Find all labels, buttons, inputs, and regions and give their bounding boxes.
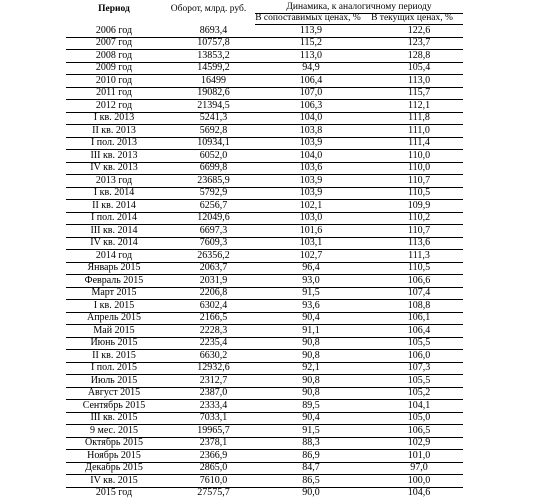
row-turnover-cell: 2865,0 (162, 462, 255, 475)
row-current-cell: 110,5 (361, 187, 463, 200)
table-row (66, 75, 463, 88)
row-comparable-cell: 86,5 (255, 475, 361, 488)
row-current-cell: 104,1 (361, 400, 463, 413)
row-period-cell: IV кв. 2013 (66, 162, 162, 175)
table-row (66, 337, 463, 350)
row-current-cell: 101,0 (361, 450, 463, 463)
table-body (66, 25, 463, 499)
header-dynamics: Динамика, к аналогичному периоду (255, 3, 463, 14)
row-comparable-cell: 93,0 (255, 275, 361, 288)
row-current-cell: 111,8 (361, 112, 463, 125)
row-current-cell: 110,7 (361, 225, 463, 238)
table-row (66, 100, 463, 113)
table-row (66, 175, 463, 188)
row-period-cell: Ноябрь 2015 (66, 450, 162, 463)
row-period-cell: 2007 год (66, 37, 162, 50)
row-current-cell: 108,8 (361, 300, 463, 313)
header-turnover: Оборот, млрд. руб. (162, 3, 255, 25)
row-turnover-cell: 16499 (162, 75, 255, 88)
row-comparable-cell: 84,7 (255, 462, 361, 475)
row-turnover-cell: 2235,4 (162, 337, 255, 350)
row-comparable-cell: 102,1 (255, 200, 361, 213)
row-current-cell: 105,5 (361, 375, 463, 388)
table-row (66, 375, 463, 388)
row-period-cell: Июль 2015 (66, 375, 162, 388)
table-row (66, 275, 463, 288)
row-current-cell: 109,9 (361, 200, 463, 213)
row-period-cell: Август 2015 (66, 387, 162, 400)
row-current-cell: 122,6 (361, 25, 463, 38)
header-period: Период (66, 3, 162, 25)
row-comparable-cell: 94,9 (255, 62, 361, 75)
table-row (66, 350, 463, 363)
row-comparable-cell: 91,5 (255, 425, 361, 438)
row-period-cell: Октябрь 2015 (66, 437, 162, 450)
table-row (66, 187, 463, 200)
row-current-cell: 112,1 (361, 100, 463, 113)
row-turnover-cell: 5792,9 (162, 187, 255, 200)
row-current-cell: 106,5 (361, 425, 463, 438)
row-turnover-cell: 19082,6 (162, 87, 255, 100)
row-current-cell: 105,5 (361, 337, 463, 350)
row-turnover-cell: 19965,7 (162, 425, 255, 438)
table-row (66, 62, 463, 75)
row-period-cell: II кв. 2014 (66, 200, 162, 213)
row-current-cell: 107,3 (361, 362, 463, 375)
row-turnover-cell: 8693,4 (162, 25, 255, 38)
row-current-cell: 97,0 (361, 462, 463, 475)
row-current-cell: 110,0 (361, 162, 463, 175)
row-period-cell: Май 2015 (66, 325, 162, 338)
row-comparable-cell: 103,1 (255, 237, 361, 250)
row-current-cell: 106,1 (361, 312, 463, 325)
row-comparable-cell: 102,7 (255, 250, 361, 263)
row-turnover-cell: 23685,9 (162, 175, 255, 188)
row-period-cell: Апрель 2015 (66, 312, 162, 325)
row-comparable-cell: 101,6 (255, 225, 361, 238)
row-comparable-cell: 90,8 (255, 387, 361, 400)
row-turnover-cell: 12049,6 (162, 212, 255, 225)
row-turnover-cell: 6256,7 (162, 200, 255, 213)
row-comparable-cell: 103,9 (255, 137, 361, 150)
table-row (66, 125, 463, 138)
row-current-cell: 110,5 (361, 262, 463, 275)
row-comparable-cell: 88,3 (255, 437, 361, 450)
table-row (66, 487, 463, 499)
row-current-cell: 105,4 (361, 62, 463, 75)
row-period-cell: 2011 год (66, 87, 162, 100)
row-period-cell: I пол. 2014 (66, 212, 162, 225)
table-row (66, 250, 463, 263)
row-comparable-cell: 106,3 (255, 100, 361, 113)
row-comparable-cell: 90,4 (255, 412, 361, 425)
row-current-cell: 104,6 (361, 487, 463, 499)
row-turnover-cell: 6302,4 (162, 300, 255, 313)
row-comparable-cell: 113,0 (255, 50, 361, 63)
header-row-top (66, 3, 463, 14)
row-current-cell: 111,0 (361, 125, 463, 138)
row-current-cell: 113,6 (361, 237, 463, 250)
row-turnover-cell: 5692,8 (162, 125, 255, 138)
row-period-cell: Февраль 2015 (66, 275, 162, 288)
row-turnover-cell: 14599,2 (162, 62, 255, 75)
row-comparable-cell: 113,9 (255, 25, 361, 38)
table-row (66, 425, 463, 438)
row-period-cell: II кв. 2013 (66, 125, 162, 138)
row-current-cell: 111,4 (361, 137, 463, 150)
table-row (66, 112, 463, 125)
row-period-cell: IV кв. 2015 (66, 475, 162, 488)
table-row (66, 412, 463, 425)
row-current-cell: 123,7 (361, 37, 463, 50)
row-comparable-cell: 96,4 (255, 262, 361, 275)
table-row (66, 87, 463, 100)
table-row (66, 475, 463, 488)
row-comparable-cell: 90,8 (255, 337, 361, 350)
row-turnover-cell: 2228,3 (162, 325, 255, 338)
row-turnover-cell: 10934,1 (162, 137, 255, 150)
row-current-cell: 111,3 (361, 250, 463, 263)
row-turnover-cell: 7033,1 (162, 412, 255, 425)
row-comparable-cell: 90,4 (255, 312, 361, 325)
row-comparable-cell: 89,5 (255, 400, 361, 413)
row-period-cell: Сентябрь 2015 (66, 400, 162, 413)
row-comparable-cell: 103,9 (255, 175, 361, 188)
row-period-cell: 2006 год (66, 25, 162, 38)
row-comparable-cell: 86,9 (255, 450, 361, 463)
row-period-cell: I кв. 2014 (66, 187, 162, 200)
table-row (66, 225, 463, 238)
row-turnover-cell: 5241,3 (162, 112, 255, 125)
row-comparable-cell: 104,0 (255, 112, 361, 125)
row-turnover-cell: 6699,8 (162, 162, 255, 175)
row-period-cell: IV кв. 2014 (66, 237, 162, 250)
row-period-cell: III кв. 2014 (66, 225, 162, 238)
row-period-cell: 2012 год (66, 100, 162, 113)
table-row (66, 200, 463, 213)
row-current-cell: 105,2 (361, 387, 463, 400)
row-current-cell: 110,2 (361, 212, 463, 225)
row-period-cell: Март 2015 (66, 287, 162, 300)
row-turnover-cell: 6697,3 (162, 225, 255, 238)
row-comparable-cell: 103,0 (255, 212, 361, 225)
row-turnover-cell: 2031,9 (162, 275, 255, 288)
row-turnover-cell: 26356,2 (162, 250, 255, 263)
row-current-cell: 102,9 (361, 437, 463, 450)
row-period-cell: I пол. 2015 (66, 362, 162, 375)
table-row (66, 312, 463, 325)
table-row (66, 262, 463, 275)
table-row (66, 450, 463, 463)
table-row (66, 300, 463, 313)
row-period-cell: III кв. 2015 (66, 412, 162, 425)
row-comparable-cell: 91,1 (255, 325, 361, 338)
header-current: В текущих ценах, % (361, 14, 463, 25)
table-row (66, 462, 463, 475)
row-period-cell: III кв. 2013 (66, 150, 162, 163)
row-turnover-cell: 2333,4 (162, 400, 255, 413)
row-period-cell: 2008 год (66, 50, 162, 63)
table-row (66, 237, 463, 250)
table-row (66, 212, 463, 225)
row-period-cell: I кв. 2013 (66, 112, 162, 125)
row-comparable-cell: 90,0 (255, 487, 361, 499)
row-turnover-cell: 27575,7 (162, 487, 255, 499)
row-turnover-cell: 2387,0 (162, 387, 255, 400)
row-comparable-cell: 103,9 (255, 187, 361, 200)
turnover-table (66, 3, 463, 499)
header-comparable: В сопоставимых ценах, % (255, 14, 361, 25)
row-period-cell: 2009 год (66, 62, 162, 75)
row-turnover-cell: 2166,5 (162, 312, 255, 325)
row-turnover-cell: 7609,3 (162, 237, 255, 250)
row-current-cell: 105,0 (361, 412, 463, 425)
row-turnover-cell: 6630,2 (162, 350, 255, 363)
row-turnover-cell: 2312,7 (162, 375, 255, 388)
row-current-cell: 115,7 (361, 87, 463, 100)
row-turnover-cell: 2378,1 (162, 437, 255, 450)
row-comparable-cell: 103,8 (255, 125, 361, 138)
row-comparable-cell: 90,8 (255, 375, 361, 388)
row-current-cell: 106,4 (361, 325, 463, 338)
table-row (66, 287, 463, 300)
table-row (66, 150, 463, 163)
row-current-cell: 110,0 (361, 150, 463, 163)
table-row (66, 50, 463, 63)
row-current-cell: 106,0 (361, 350, 463, 363)
table-row (66, 325, 463, 338)
row-comparable-cell: 93,6 (255, 300, 361, 313)
table-row (66, 25, 463, 38)
row-current-cell: 107,4 (361, 287, 463, 300)
table-row (66, 362, 463, 375)
row-period-cell: 9 мес. 2015 (66, 425, 162, 438)
row-turnover-cell: 2366,9 (162, 450, 255, 463)
row-comparable-cell: 92,1 (255, 362, 361, 375)
row-comparable-cell: 106,4 (255, 75, 361, 88)
row-turnover-cell: 6052,0 (162, 150, 255, 163)
table-row (66, 387, 463, 400)
row-period-cell: 2015 год (66, 487, 162, 499)
row-current-cell: 110,7 (361, 175, 463, 188)
row-period-cell: Январь 2015 (66, 262, 162, 275)
table-row (66, 437, 463, 450)
table-row (66, 162, 463, 175)
row-turnover-cell: 2206,8 (162, 287, 255, 300)
row-turnover-cell: 21394,5 (162, 100, 255, 113)
row-turnover-cell: 13853,2 (162, 50, 255, 63)
table-header (66, 3, 463, 25)
row-period-cell: 2013 год (66, 175, 162, 188)
row-period-cell: II кв. 2015 (66, 350, 162, 363)
row-comparable-cell: 107,0 (255, 87, 361, 100)
row-turnover-cell: 7610,0 (162, 475, 255, 488)
row-turnover-cell: 12932,6 (162, 362, 255, 375)
row-period-cell: 2010 год (66, 75, 162, 88)
row-comparable-cell: 104,0 (255, 150, 361, 163)
row-current-cell: 113,0 (361, 75, 463, 88)
row-current-cell: 106,6 (361, 275, 463, 288)
table-row (66, 400, 463, 413)
row-period-cell: Июнь 2015 (66, 337, 162, 350)
row-turnover-cell: 2063,7 (162, 262, 255, 275)
row-current-cell: 128,8 (361, 50, 463, 63)
row-comparable-cell: 103,6 (255, 162, 361, 175)
row-comparable-cell: 90,8 (255, 350, 361, 363)
row-turnover-cell: 10757,8 (162, 37, 255, 50)
row-comparable-cell: 115,2 (255, 37, 361, 50)
row-period-cell: I пол. 2013 (66, 137, 162, 150)
row-period-cell: 2014 год (66, 250, 162, 263)
row-period-cell: Декабрь 2015 (66, 462, 162, 475)
table-row (66, 137, 463, 150)
row-comparable-cell: 91,5 (255, 287, 361, 300)
row-period-cell: I кв. 2015 (66, 300, 162, 313)
table-row (66, 37, 463, 50)
row-current-cell: 100,0 (361, 475, 463, 488)
